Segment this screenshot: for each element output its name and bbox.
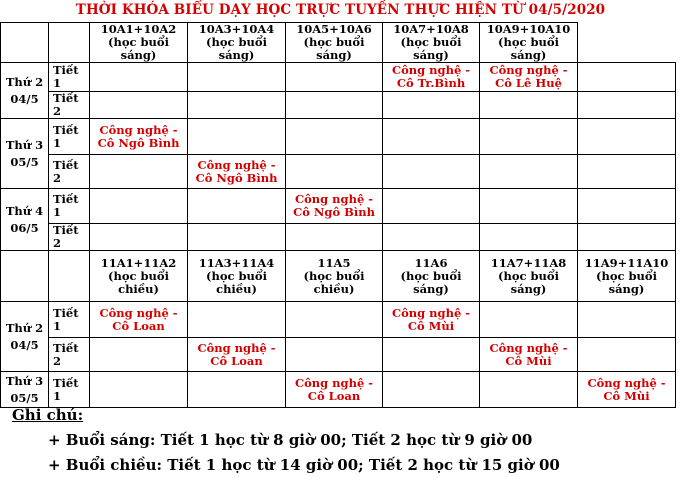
timetable-cell <box>578 189 676 224</box>
lesson-entry: Công nghệ - Cô Loan <box>286 372 383 408</box>
day-cell: Thứ 2 04/5 <box>1 302 49 372</box>
note-morning: + Buổi sáng: Tiết 1 học từ 8 giờ 00; Tiết 2 học từ 9 giờ 00 <box>48 431 533 449</box>
period-cell: Tiết 1 <box>49 372 90 408</box>
class-header: 11A3+11A4 (học buổi chiều) <box>188 251 286 302</box>
day-cell: Thứ 4 06/5 <box>1 189 49 251</box>
class-header: 11A7+11A8 (học buổi sáng) <box>480 251 578 302</box>
timetable-cell <box>188 92 286 119</box>
timetable-cell <box>383 224 480 251</box>
period-cell: Tiết 1 <box>49 63 90 92</box>
timetable-title: THỜI KHÓA BIỂU DẠY HỌC TRỰC TUYẾN THỰC HIỆN TỪ 04/5/2020 <box>75 2 606 18</box>
timetable-cell <box>286 224 383 251</box>
period-cell: Tiết 2 <box>49 338 90 372</box>
empty-cell <box>578 23 676 63</box>
timetable-cell <box>90 155 188 189</box>
timetable-cell <box>480 302 578 338</box>
period-cell: Tiết 2 <box>49 92 90 119</box>
lesson-entry: Công nghệ - Cô Loan <box>188 338 286 372</box>
timetable-cell <box>383 189 480 224</box>
class-header: 10A3+10A4 (học buổi sáng) <box>188 23 286 63</box>
lesson-entry: Công nghệ - Cô Tr.Bình <box>383 63 480 92</box>
timetable-cell <box>188 63 286 92</box>
note-afternoon: + Buổi chiều: Tiết 1 học từ 14 giờ 00; Tiết 2 học từ 15 giờ 00 <box>48 456 560 474</box>
timetable-cell <box>480 224 578 251</box>
timetable-cell <box>578 224 676 251</box>
grade11-header-row <box>1 251 676 302</box>
period-cell: Tiết 1 <box>49 189 90 224</box>
lesson-entry: Công nghệ - Cô Loan <box>90 302 188 338</box>
lesson-entry: Công nghệ - Cô Ngô Bình <box>286 189 383 224</box>
timetable-cell <box>286 92 383 119</box>
class-header: 11A1+11A2 (học buổi chiều) <box>90 251 188 302</box>
timetable-cell <box>383 155 480 189</box>
notes-heading: Ghi chú: <box>12 406 84 424</box>
lesson-entry: Công nghệ - Cô Ngô Bình <box>188 155 286 189</box>
timetable-cell <box>188 119 286 155</box>
period-cell: Tiết 1 <box>49 119 90 155</box>
day-cell: Thứ 2 04/5 <box>1 63 49 119</box>
class-header: 10A7+10A8 (học buổi sáng) <box>383 23 480 63</box>
timetable-cell <box>578 119 676 155</box>
timetable-cell <box>188 189 286 224</box>
day-cell: Thứ 3 05/5 <box>1 119 49 189</box>
timetable-cell <box>383 92 480 119</box>
lesson-entry: Công nghệ - Cô Mùi <box>578 372 676 408</box>
timetable-cell <box>383 372 480 408</box>
timetable-cell <box>578 92 676 119</box>
lesson-entry: Công nghệ - Cô Mùi <box>480 338 578 372</box>
class-header: 11A5 (học buổi chiều) <box>286 251 383 302</box>
grade10-header-row <box>1 23 676 63</box>
class-header: 10A1+10A2 (học buổi sáng) <box>90 23 188 63</box>
corner-cell <box>1 23 49 63</box>
timetable-cell <box>90 92 188 119</box>
timetable-cell <box>578 155 676 189</box>
timetable-cell <box>383 338 480 372</box>
class-header: 11A9+11A10 (học buổi sáng) <box>578 251 676 302</box>
period-cell: Tiết 2 <box>49 224 90 251</box>
corner-cell <box>49 251 90 302</box>
timetable-cell <box>188 372 286 408</box>
timetable-cell <box>286 119 383 155</box>
timetable-cell <box>578 338 676 372</box>
timetable-cell <box>286 63 383 92</box>
timetable-cell <box>90 63 188 92</box>
timetable-cell <box>90 189 188 224</box>
timetable-cell <box>480 119 578 155</box>
class-header: 11A6 (học buổi sáng) <box>383 251 480 302</box>
class-header: 10A9+10A10 (học buổi sáng) <box>480 23 578 63</box>
timetable-cell <box>188 302 286 338</box>
timetable-cell <box>286 338 383 372</box>
timetable-cell <box>480 372 578 408</box>
timetable-cell <box>286 155 383 189</box>
timetable-cell <box>480 189 578 224</box>
lesson-entry: Công nghệ - Cô Lê Huệ <box>480 63 578 92</box>
timetable <box>0 22 676 408</box>
timetable-cell <box>480 92 578 119</box>
corner-cell <box>49 23 90 63</box>
timetable-cell <box>578 302 676 338</box>
timetable-cell <box>578 63 676 92</box>
corner-cell <box>1 251 49 302</box>
timetable-cell <box>90 372 188 408</box>
period-cell: Tiết 1 <box>49 302 90 338</box>
timetable-cell <box>90 224 188 251</box>
timetable-cell <box>90 338 188 372</box>
class-header: 10A5+10A6 (học buổi sáng) <box>286 23 383 63</box>
timetable-cell <box>286 302 383 338</box>
lesson-entry: Công nghệ - Cô Mùi <box>383 302 480 338</box>
period-cell: Tiết 2 <box>49 155 90 189</box>
timetable-cell <box>383 119 480 155</box>
timetable-cell <box>188 224 286 251</box>
day-cell: Thứ 3 05/5 <box>1 372 49 408</box>
timetable-cell <box>480 155 578 189</box>
lesson-entry: Công nghệ - Cô Ngô Bình <box>90 119 188 155</box>
